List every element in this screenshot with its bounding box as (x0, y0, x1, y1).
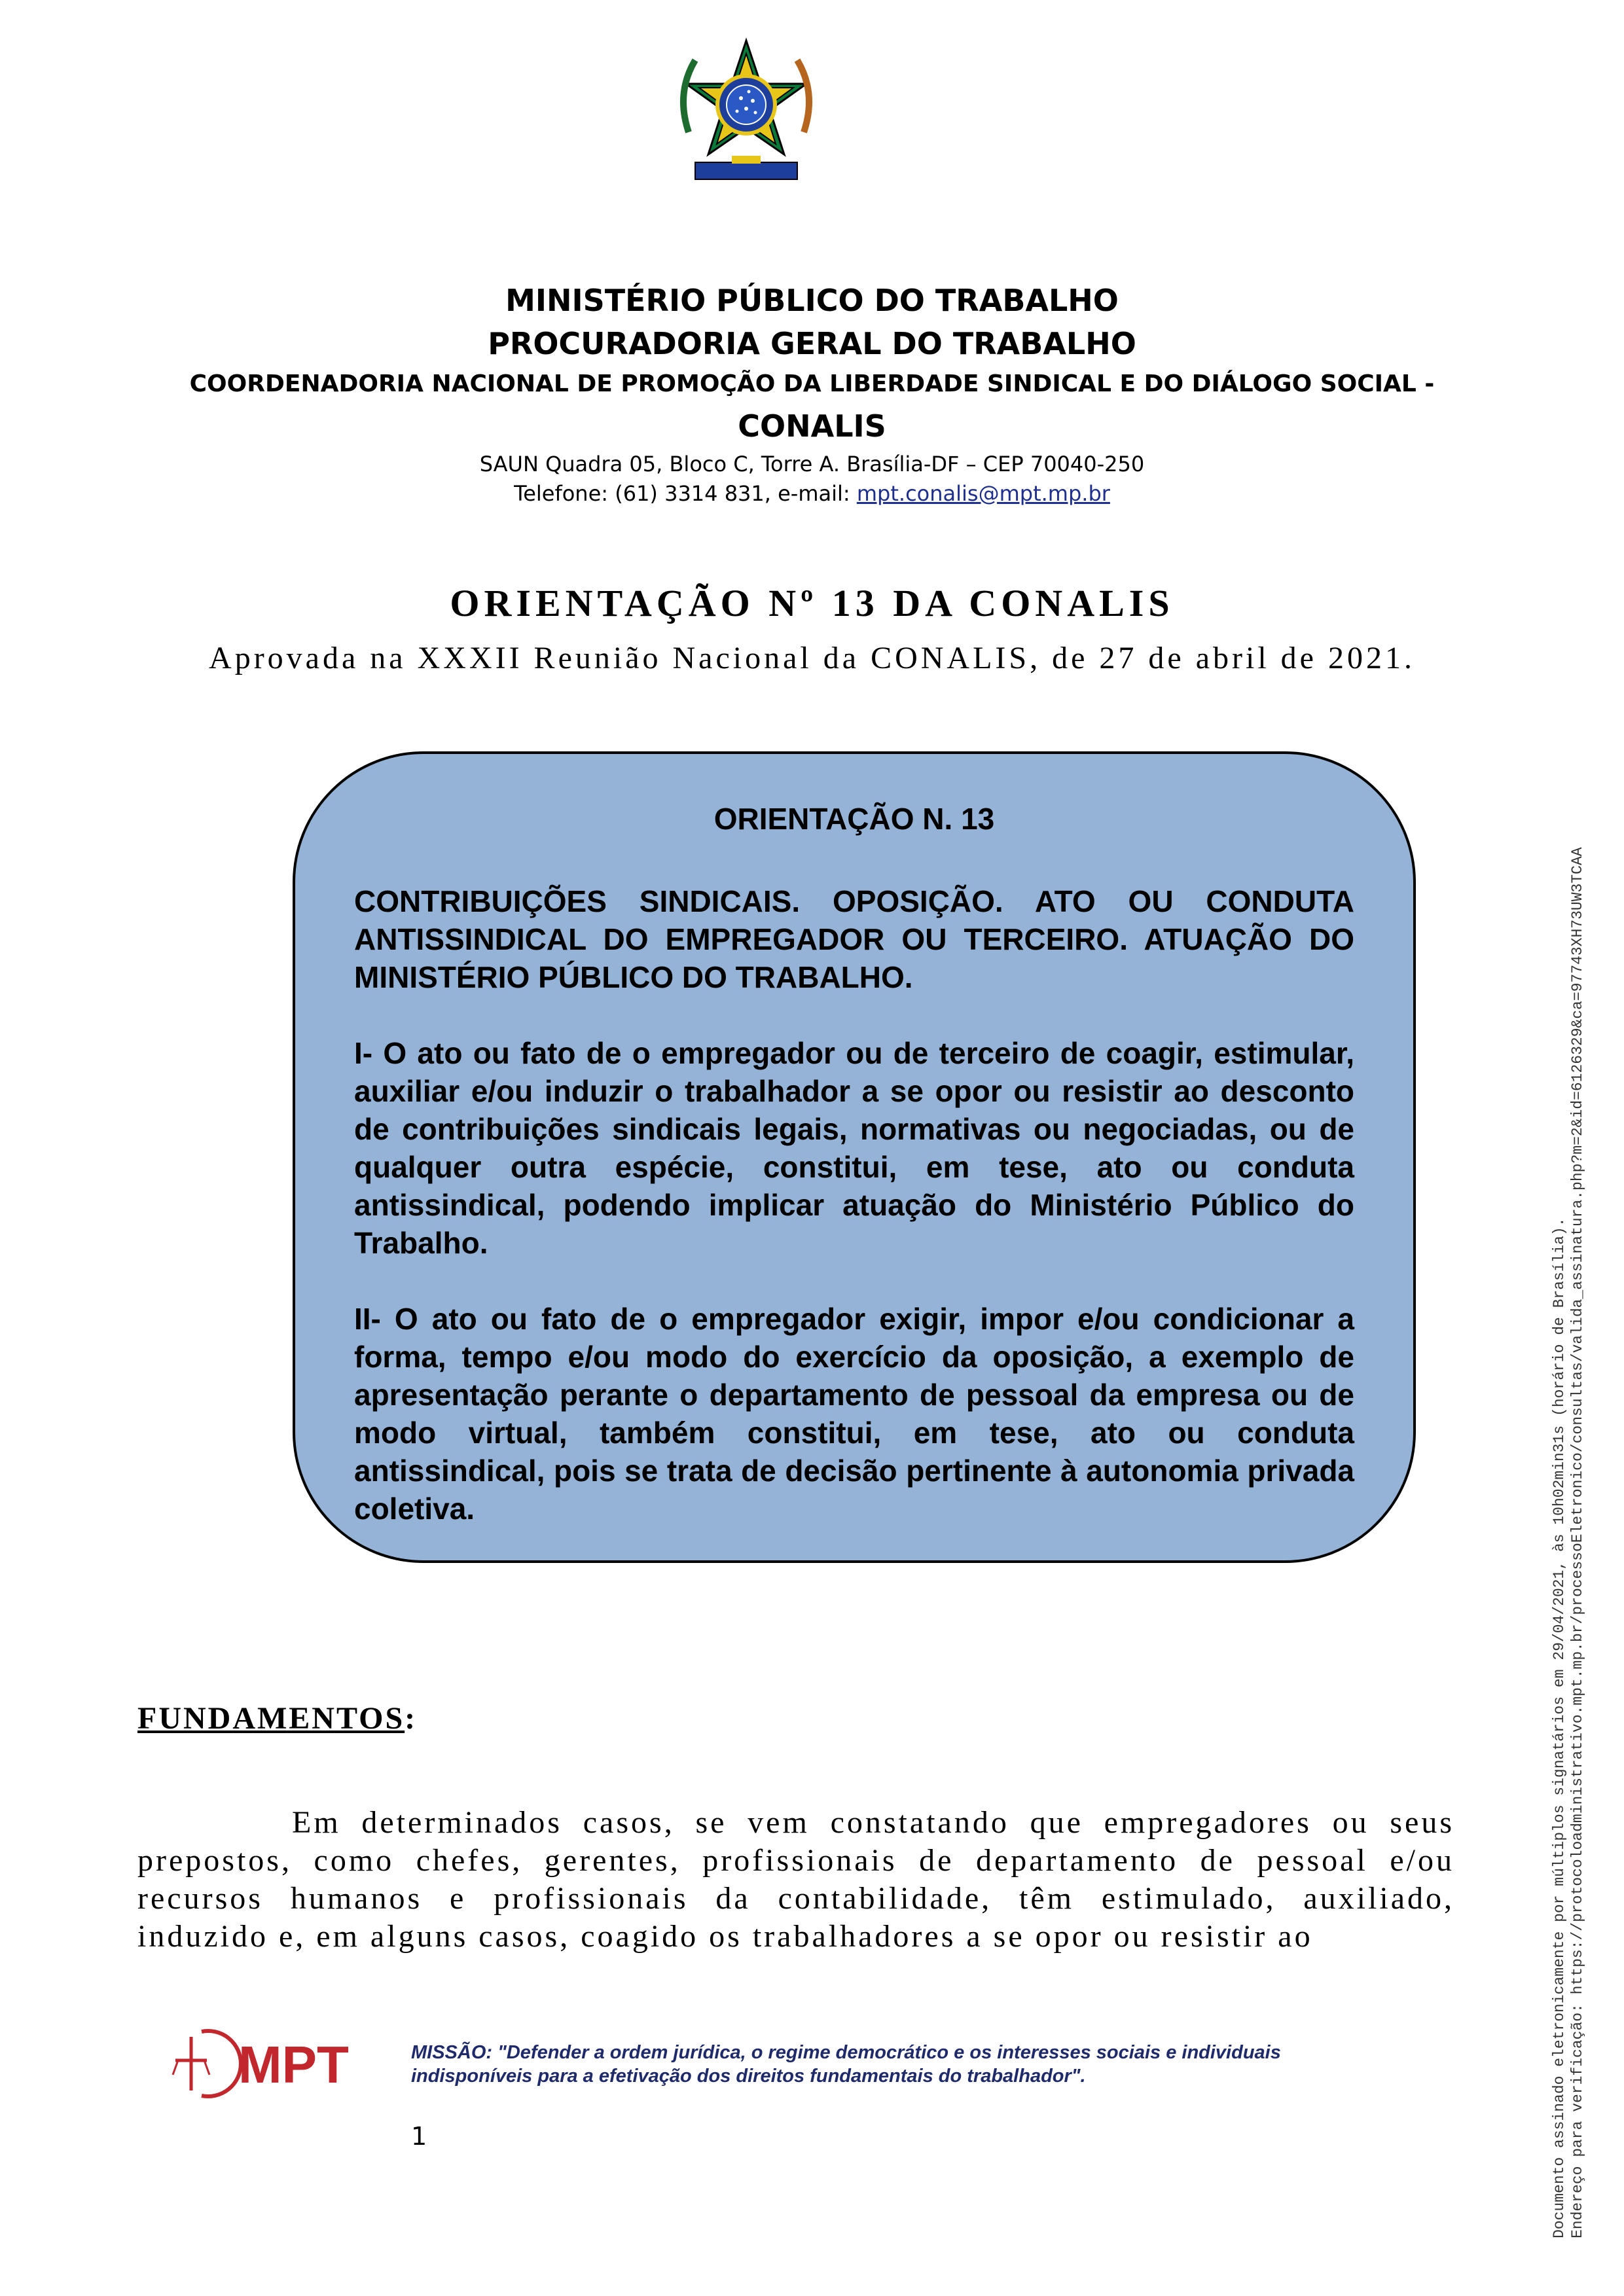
phone-text: Telefone: (61) 3314 831, e-mail: (514, 481, 857, 506)
email-link[interactable]: mpt.conalis@mpt.mp.br (856, 481, 1110, 506)
header-address: SAUN Quadra 05, Bloco C, Torre A. Brasília-DF – CEP 70040-250 (479, 452, 1145, 476)
mission-statement (411, 2041, 1393, 2088)
header-phone (0, 481, 1624, 506)
orientation-topic: CONTRIBUIÇÕES SINDICAIS. OPOSIÇÃO. ATO OU CONDUTA ANTISSINDICAL DO EMPREGADOR OU TERCEIRO. ATUAÇÃO DO MINISTÉRIO PÚBLICO DO TRABALHO. (354, 884, 1354, 994)
header-ministry: MINISTÉRIO PÚBLICO DO TRABALHO (505, 283, 1119, 318)
mission-line-2: indisponíveis para a efetivação dos direitos fundamentais do trabalhador". (411, 2066, 1086, 2087)
coat-of-arms-icon (669, 34, 823, 202)
fundamentos-label: FUNDAMENTOS (137, 1701, 405, 1736)
mpt-logo-text: MPT (238, 2036, 349, 2094)
page-number: 1 (411, 2122, 427, 2151)
fundamentos-heading (137, 1700, 417, 1736)
orientation-heading: ORIENTAÇÃO N. 13 (713, 802, 995, 836)
header-procuradoria: PROCURADORIA GERAL DO TRABALHO (488, 326, 1136, 361)
document-subtitle: Aprovada na XXXII Reunião Nacional da CONALIS, de 27 de abril de 2021. (209, 641, 1415, 675)
verification-line-2: Endereço para verificação: https://protocoloadministrativo.mpt.mp.br/processoEletronico/consultas/valida_assinatura.php?m=2&id=6126329&ca=97743XH73UW3TCAA (1569, 847, 1586, 2238)
mission-line-1: MISSÃO: "Defender a ordem jurídica, o regime democrático e os interesses sociais e individuais (411, 2042, 1281, 2063)
orientation-box (293, 751, 1416, 1563)
document-title: ORIENTAÇÃO Nº 13 DA CONALIS (450, 582, 1174, 624)
header-conalis: CONALIS (738, 408, 886, 444)
verification-line-1: Documento assinado eletronicamente por múltiplos signatários em 29/04/2021, às 10h02min31s (horário de Brasília). (1551, 1217, 1568, 2238)
mpt-logo-icon (156, 2022, 360, 2105)
fundamentos-colon: : (405, 1701, 418, 1736)
signature-verification-note (1550, 733, 1587, 2238)
header-coordenadoria: COORDENADORIA NACIONAL DE PROMOÇÃO DA LIBERDADE SINDICAL E DO DIÁLOGO SOCIAL - (189, 370, 1435, 397)
orientation-item-2: II- O ato ou fato de o empregador exigir, impor e/ou condicionar a forma, tempo e/ou modo do exercício da oposição, a exemplo de apresentação perante o departamento de pessoal da empresa ou de modo virtual, também constitui, em tese, ato ou conduta antissindical, pois se trata de decisão pertinente à autonomia privada coletiva. (354, 1302, 1354, 1526)
orientation-content (354, 800, 1354, 1566)
fundamentos-paragraph: Em determinados casos, se vem constatando que empregadores ou seus prepostos, como chefes, gerentes, profissionais de departamento de pessoal e/ou recursos humanos e profissionais da contabilidade, têm estimulado, auxiliado, induzido e, em alguns casos, coagido os trabalhadores a se opor ou resistir ao (137, 1805, 1454, 1954)
orientation-item-1: I- O ato ou fato de o empregador ou de terceiro de coagir, estimular, auxiliar e/ou induzir o trabalhador a se opor ou resistir ao desconto de contribuições sindicais legais, normativas ou negociadas, ou de qualquer outra espécie, constitui, em tese, ato ou conduta antissindical, podendo implicar atuação do Ministério Público do Trabalho. (354, 1036, 1354, 1260)
